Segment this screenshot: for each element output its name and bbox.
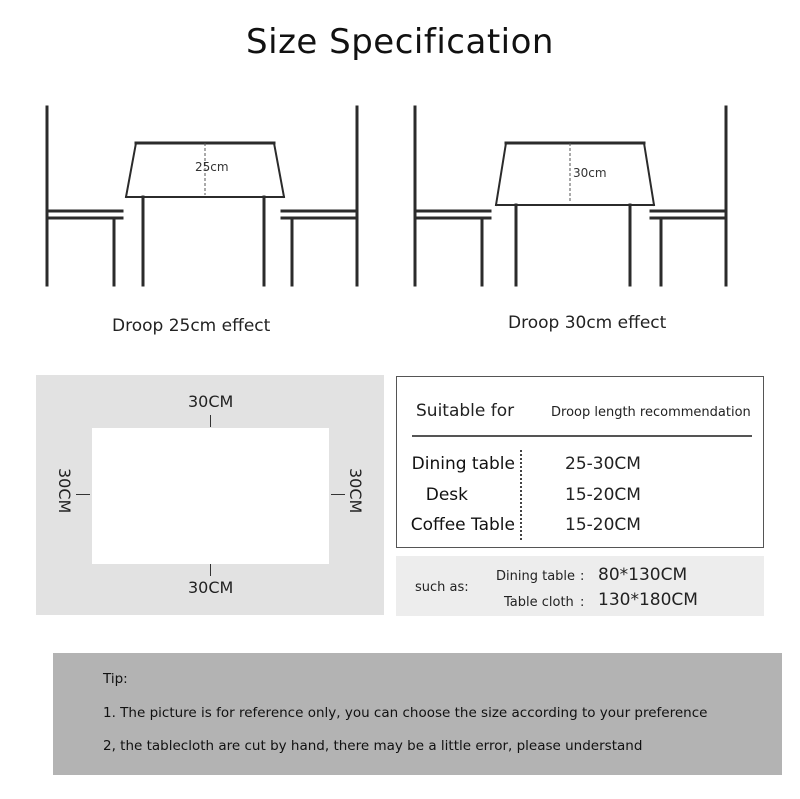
example-size: 80*130CM <box>598 565 688 585</box>
dimension-tick <box>210 564 211 576</box>
spec-row-label: Desk <box>425 485 468 505</box>
example-name: Dining table <box>496 569 576 584</box>
droop-label: 30cm <box>573 166 607 180</box>
spec-row-label: Coffee Table <box>410 515 515 535</box>
left-dimension: 30CM <box>55 468 74 514</box>
tablecloth-shape <box>92 428 329 564</box>
spec-row-value: 15-20CM <box>565 485 641 505</box>
header-divider <box>412 435 752 437</box>
droop-25cm-illustration <box>30 95 370 300</box>
scene-caption: Droop 25cm effect <box>112 316 271 336</box>
colon-separator: : <box>580 569 585 584</box>
page-title: Size Specification <box>246 22 554 62</box>
dimension-tick <box>76 494 90 495</box>
top-dimension: 30CM <box>188 392 234 411</box>
example-name: Table cloth <box>504 595 574 610</box>
droop-label: 25cm <box>195 160 229 174</box>
droop-30cm-illustration <box>400 95 740 300</box>
header-droop: Droop length recommendation <box>551 405 751 420</box>
column-divider <box>520 450 522 540</box>
dimension-tick <box>210 415 211 427</box>
right-dimension: 30CM <box>346 468 365 514</box>
spec-row-value: 25-30CM <box>565 454 641 474</box>
tip-line-2: 2, the tablecloth are cut by hand, there may be a little error, please understand <box>103 738 643 754</box>
scene-caption: Droop 30cm effect <box>508 313 667 333</box>
such-as-label: such as: <box>415 580 469 595</box>
tip-line-1: 1. The picture is for reference only, you can choose the size according to your preference <box>103 705 708 721</box>
spec-row-label: Dining table <box>411 454 515 474</box>
example-size: 130*180CM <box>598 590 698 610</box>
dimension-tick <box>331 494 345 495</box>
colon-separator: : <box>580 595 585 610</box>
tip-heading: Tip: <box>103 671 128 687</box>
header-suitable: Suitable for <box>416 401 515 421</box>
bottom-dimension: 30CM <box>188 578 234 597</box>
spec-row-value: 15-20CM <box>565 515 641 535</box>
